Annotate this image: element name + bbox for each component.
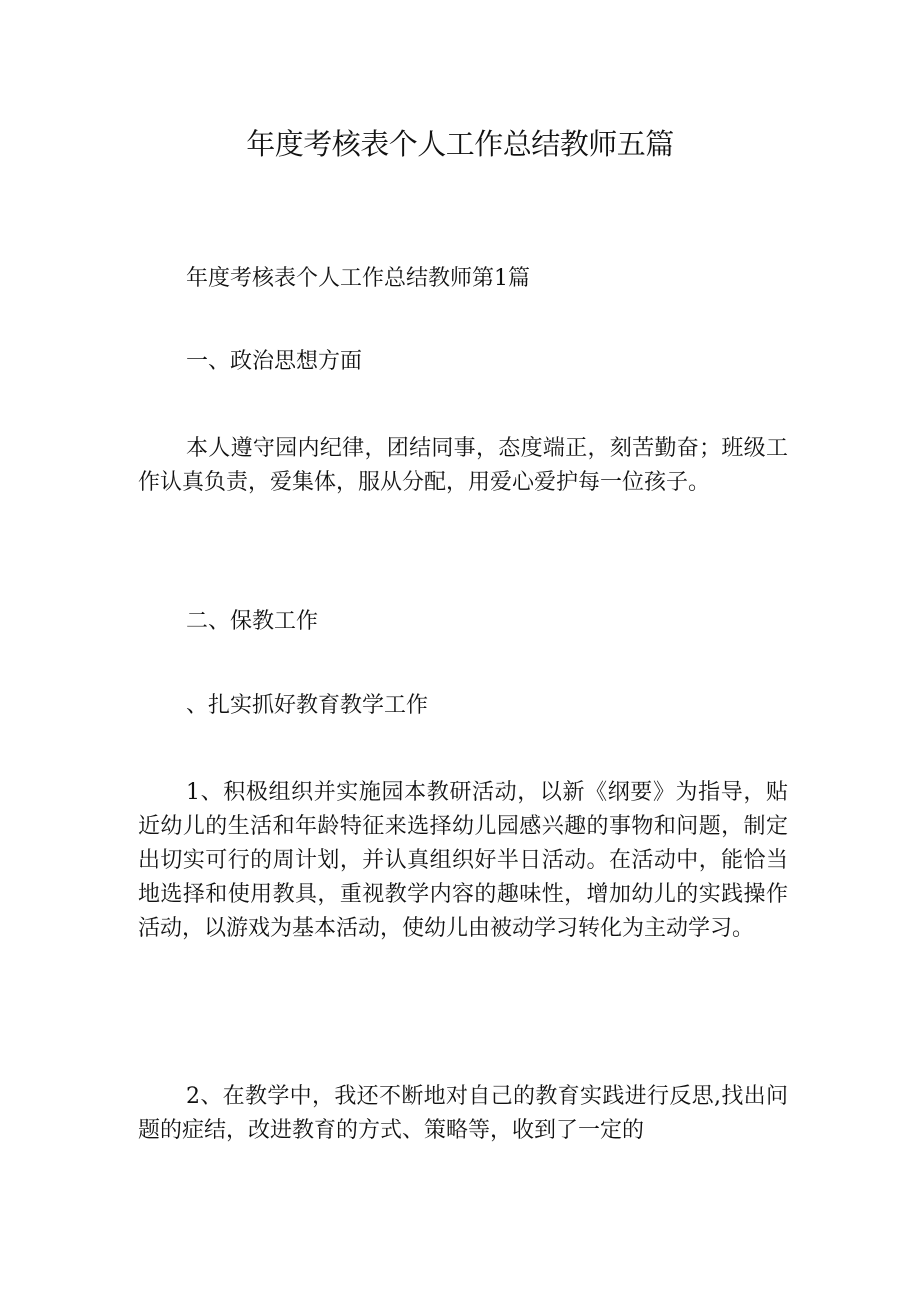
subsection-heading-teaching-work: 、扎实抓好教育教学工作 xyxy=(186,693,429,718)
section-heading-teaching: 二、保教工作 xyxy=(186,609,319,634)
paragraph-item-2: 2、在教学中，我还不断地对自己的教育实践进行反思,找出问题的症结，改进教育的方式、策略等，收到了一定的 xyxy=(138,1084,788,1143)
section-heading-part-1: 年度考核表个人工作总结教师第1篇 xyxy=(186,266,530,291)
section-heading-political: 一、政治思想方面 xyxy=(186,349,363,374)
paragraph-political-content: 本人遵守园内纪律，团结同事，态度端正，刻苦勤奋；班级工作认真负责，爱集体，服从分配，用爱心爱护每一位孩子。 xyxy=(138,436,788,495)
paragraph-item-1: 1、积极组织并实施园本教研活动，以新《纲要》为指导，贴近幼儿的生活和年龄特征来选择幼儿园感兴趣的事物和问题，制定出切实可行的周计划，并认真组织好半日活动。在活动中，能恰当地选择和使用教具，重视教学内容的趣味性，增加幼儿的实践操作活动，以游戏为基本活动，使幼儿由被动学习转化为主动学习。 xyxy=(138,780,788,941)
document-title: 年度考核表个人工作总结教师五篇 xyxy=(246,127,674,161)
